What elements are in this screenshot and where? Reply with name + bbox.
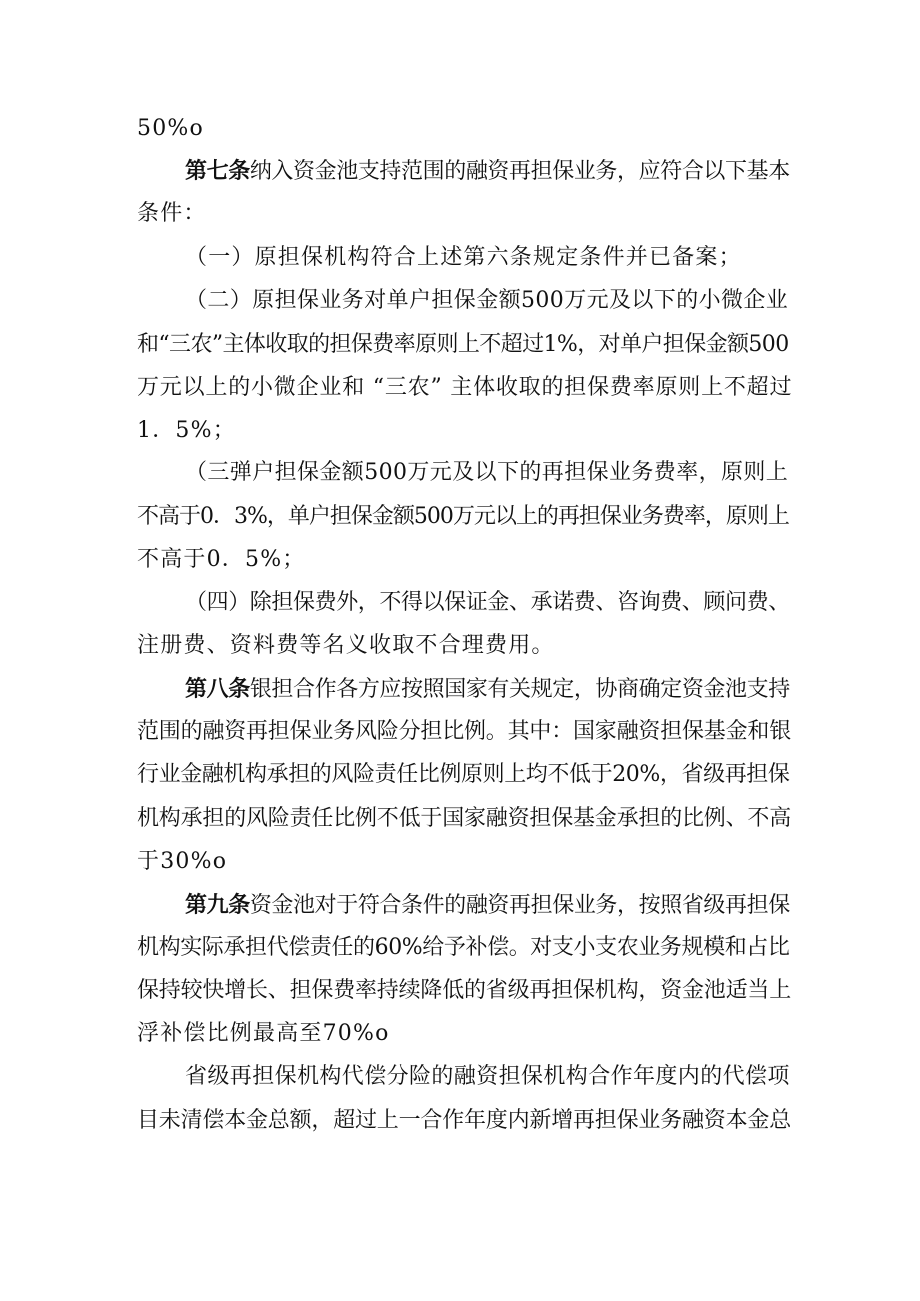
- text-line: （一）原担保机构符合上述第六条规定条件并已备案；: [185, 245, 742, 270]
- text-line: 机构承担的风险责任比例不低于国家融资担保基金承担的比例、不高: [137, 806, 792, 831]
- article-label: 第九条: [185, 892, 250, 918]
- article-label: 第七条: [185, 158, 250, 184]
- text-line: （二）原担保业务对单户担保金额500万元及以下的小微企业: [185, 288, 789, 313]
- text-line: 和“三农”主体收取的担保费率原则上不超过1%，对单户担保金额500: [137, 332, 789, 357]
- article-7-heading: [185, 154, 790, 189]
- text-line: 省级再担保机构代偿分险的融资担保机构合作年度内的代偿项: [185, 1064, 790, 1089]
- text-line: 纳入资金池支持范围的融资再担保业务，应符合以下基本: [249, 159, 790, 184]
- text-line: （三弹户担保金额500万元及以下的再担保业务费率，原则上: [185, 460, 789, 485]
- text-line: 机构实际承担代偿责任的60%给予补偿。对支小支农业务规模和占比: [137, 935, 790, 960]
- article-8-heading: [185, 672, 790, 707]
- text-line: 不高于0．3%，单户担保金额500万元以上的再担保业务费率，原则上: [137, 504, 789, 529]
- text-line: （四）除担保费外，不得以保证金、承诺费、咨询费、顾问费、: [185, 590, 790, 615]
- text-line: 万元以上的小微企业和 “三农” 主体收取的担保费率原则上不超过: [137, 375, 793, 400]
- article-label: 第八条: [185, 676, 250, 702]
- text-line: 条件：: [137, 201, 207, 226]
- text-line: 注册费、资料费等名义收取不合理费用。: [137, 633, 555, 658]
- text-line: 行业金融机构承担的风险责任比例原则上均不低于20%，省级再担保: [137, 762, 790, 787]
- text-line: 银担合作各方应按照国家有关规定，协商确定资金池支持: [249, 677, 790, 702]
- text-line: 不高于0．5%；: [137, 547, 306, 572]
- text-line: 浮补偿比例最高至70%o: [137, 1021, 390, 1046]
- text-line: 于30%o: [137, 849, 228, 874]
- text-line: 范围的融资再担保业务风险分担比例。其中：国家融资担保基金和银: [137, 719, 792, 744]
- article-9-heading: [185, 888, 790, 923]
- text-line: 50%o: [137, 116, 204, 141]
- text-line: 目未清偿本金总额，超过上一合作年度内新增再担保业务融资本金总: [137, 1108, 792, 1133]
- text-line: 资金池对于符合条件的融资再担保业务，按照省级再担保: [249, 893, 790, 918]
- text-line: 保持较快增长、担保费率持续降低的省级再担保机构，资金池适当上: [137, 978, 792, 1003]
- text-line: 1．5%；: [137, 418, 236, 443]
